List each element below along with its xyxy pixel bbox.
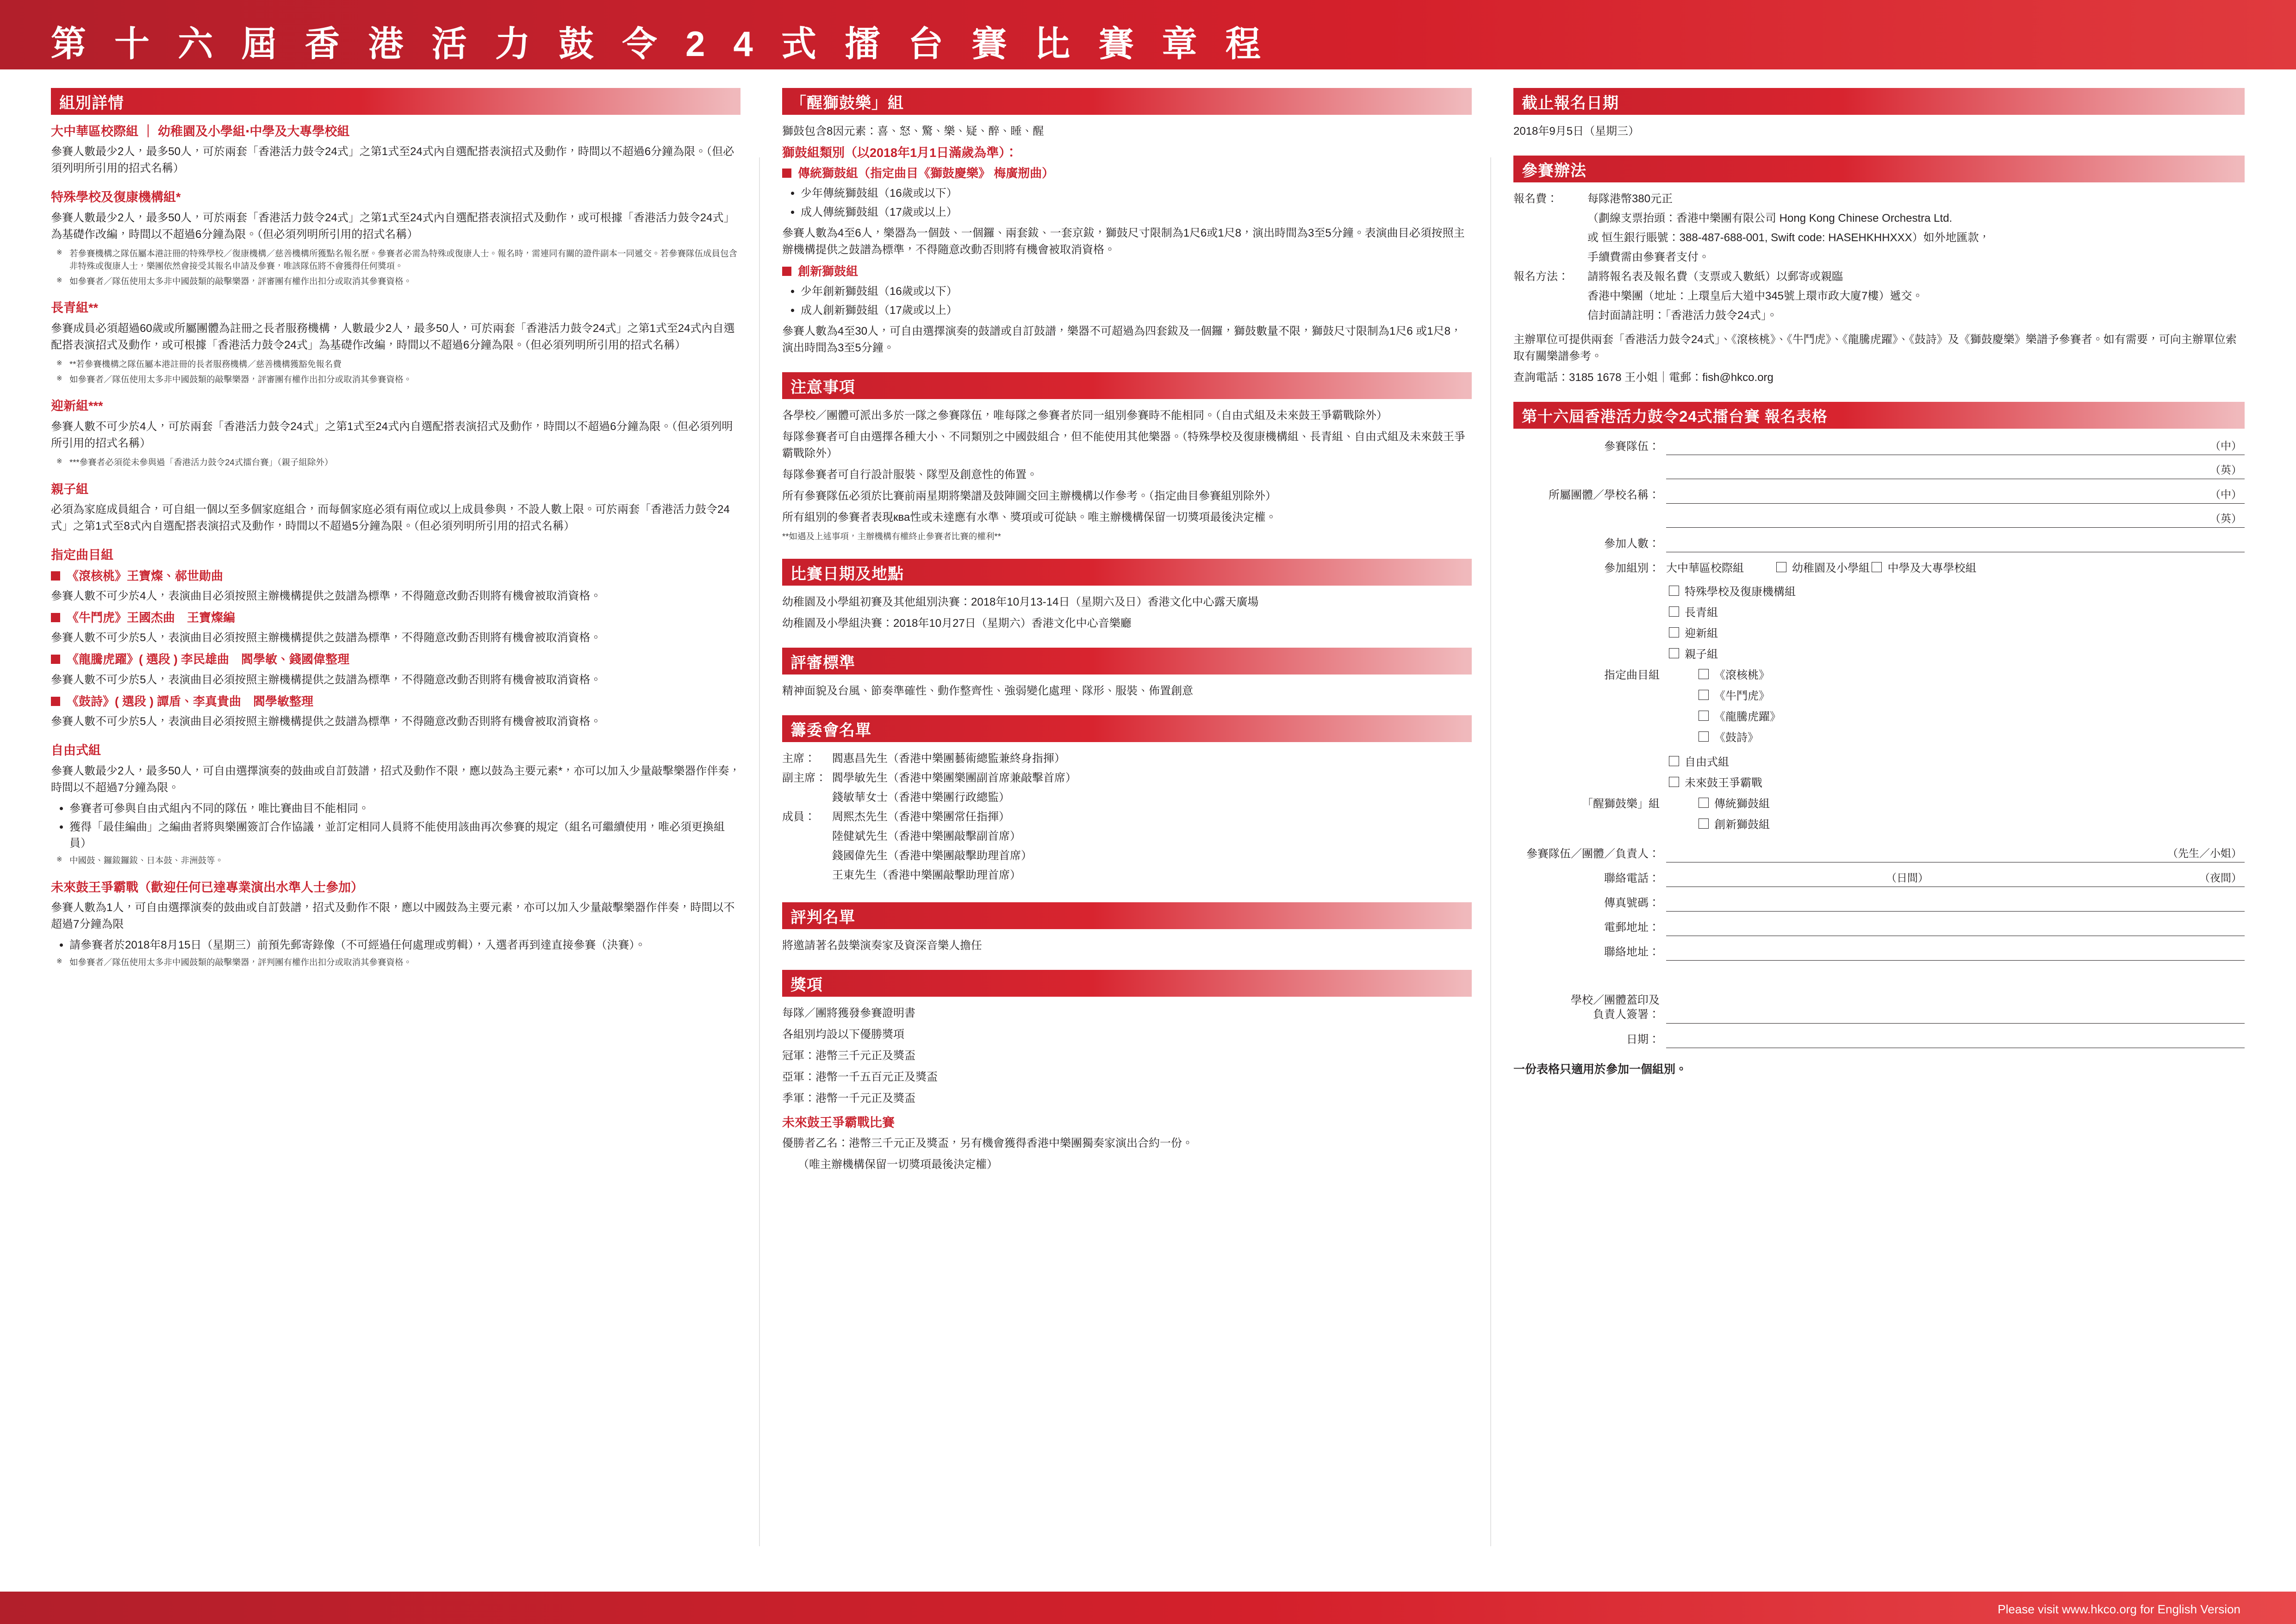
checkbox-box-icon: [1776, 562, 1786, 572]
category-checkbox-list: [1669, 582, 2245, 666]
group-block: [51, 300, 740, 386]
designated-pieces-block: [51, 547, 740, 730]
column-group-details: [51, 88, 740, 981]
form-row-signature: [1513, 993, 2245, 1024]
fee-row: [1513, 307, 1997, 327]
section-heading-howto: [1513, 156, 2245, 182]
group-block: [51, 123, 740, 177]
participant-count-input[interactable]: [1666, 535, 2245, 552]
checkbox-piece-longtenghuyue[interactable]: [1699, 707, 1781, 724]
designated-item-title: 《滾核桃》王寶燦、郝世勛曲: [51, 568, 740, 584]
section-heading-registration-form: [1513, 402, 2245, 429]
registration-form: [1513, 437, 2245, 1077]
section-heading-label: 獎項: [790, 976, 823, 994]
section-heading-label: 注意事項: [790, 378, 855, 396]
fee-label: [1513, 288, 1587, 307]
form-row-fax: [1513, 893, 2245, 912]
checkbox-secondary-tertiary[interactable]: [1872, 559, 1976, 575]
drum-king-bullets: [51, 937, 740, 969]
form-suffix-day: （日間）: [1886, 872, 1929, 884]
form-label: 參加人數：: [1604, 537, 1660, 550]
group-notes: [51, 248, 740, 287]
form-suffix: （英）: [2210, 464, 2242, 476]
form-label: 所屬團體／學校名稱：: [1549, 489, 1660, 501]
committee-row: [782, 809, 1082, 828]
lion-drum-category-body: 參賽人數為4至30人，可自由選擇演奏的鼓譜或自訂鼓譜，樂器不可超過為四套鈸及一個鑼，獅鼓數量不限，獅鼓尺寸限制為1尺6 或1尺8，演出時間為3至5分鐘。: [782, 325, 1462, 355]
notice-footnote: **如遇及上述事項，主辦機構有權終止參賽者比賽的權利**: [782, 531, 1001, 542]
freestyle-body: 參賽人數最少2人，最多50人，可自由選擇演奏的鼓曲或自訂鼓譜，招式及動作不限，應以鼓為主要元素*，亦可以加入少量敲擊樂器作伴奏，時間以不超過7分鐘為限。: [51, 764, 740, 794]
fee-value: 香港中樂團（地址：上環皇后大道中345號上環市政大廈7樓）遞交。: [1587, 290, 1923, 302]
drum-king-block: [51, 879, 740, 969]
other-category-checkbox-list: [1669, 753, 2245, 794]
drum-king-body: 參賽人數為1人，可自由選擇演奏的鼓曲或自訂鼓譜，招式及動作不限，應以中國鼓為主要元素，亦可以加入少量敲擊樂器作伴奏，時間以不超過7分鐘為限: [51, 901, 735, 931]
designated-item-body: 參賽人數不可少於4人，表演曲目必須按照主辦機構提供之鼓譜為標準，不得隨意改動否則將有機會被取消資格。: [51, 589, 602, 602]
committee-row: [782, 789, 1082, 809]
date-venue-line: 幼稚園及小學組初賽及其他組別決賽：2018年10月13-14日（星期六及日）香港文化中心露天廣場: [782, 596, 1259, 609]
document-body: [0, 69, 2296, 1592]
signature-label-line2: 負責人簽署：: [1593, 1008, 1660, 1021]
committee-role: 副主席：: [782, 772, 827, 785]
committee-list: [782, 750, 1082, 887]
designated-item-body: 參賽人數不可少於5人，表演曲目必須按照主辦機構提供之鼓譜為標準，不得隨意改動否則將有機會被取消資格。: [51, 715, 602, 728]
checkbox-traditional-lion-drum[interactable]: [1699, 794, 1770, 811]
checkbox-box-icon: [1699, 731, 1709, 742]
lion-drum-category-items: [782, 186, 1472, 221]
fee-row: [1513, 210, 1997, 230]
checkbox-family[interactable]: [1669, 645, 1718, 661]
form-label-designated: 指定曲目組: [1604, 669, 1660, 681]
committee-row: [782, 828, 1082, 848]
award-line: 亞軍：港幣一千五百元正及獎盃: [782, 1071, 938, 1084]
notice-paragraph: 所有組別的參賽者表現ква性或未達應有水準、獎項或可從缺。唯主辦機構保留一切獎項最後決定權。: [782, 511, 1277, 524]
committee-name: 陸健斌先生（香港中樂團敲擊副首席）: [832, 830, 1021, 843]
page-footer: [0, 1592, 2296, 1624]
form-label-category: 參加組別：: [1604, 562, 1660, 575]
note-item: ※ 如參賽者／隊伍使用太多非中國鼓類的敲擊樂器，評審團有權作出扣分或取消其參賽資格。: [69, 374, 740, 386]
column-divider-2: [1490, 157, 1491, 1546]
committee-role: [782, 848, 832, 867]
signature-input[interactable]: [1666, 1006, 2245, 1024]
section-heading-date-venue: [782, 559, 1472, 586]
checkbox-freestyle[interactable]: [1669, 753, 1729, 769]
award-line: 季軍：港幣一千元正及獎盃: [782, 1092, 915, 1105]
committee-name: 錢敏華女士（香港中樂團行政總監）: [832, 791, 1010, 804]
form-row-org-name-en: [1513, 510, 2245, 528]
note-item: ※ 如參賽者／隊伍使用太多非中國鼓類的敲擊樂器，評審團有權作出扣分或取消其參賽資格。: [69, 275, 740, 288]
group-title: 迎新組***: [51, 399, 103, 413]
fax-input[interactable]: [1666, 894, 2245, 912]
checkbox-newcomer[interactable]: [1669, 624, 1718, 640]
fee-value: 手續費需由參賽者支付。: [1587, 251, 1710, 263]
team-name-en-input[interactable]: [1666, 462, 2245, 479]
howto-paragraph: 主辦單位可提供兩套「香港活力鼓令24式」、《滾核桃》、《牛鬥虎》、《龍騰虎躍》、《鼓詩》及《獅鼓慶樂》樂譜予參賽者。如有需要，可向主辦單位索取有關樂譜參考。: [1513, 333, 2237, 362]
form-row-participant-count: [1513, 534, 2245, 552]
section-heading-judges: [782, 902, 1472, 929]
form-label: 傳真號碼：: [1604, 897, 1660, 909]
checkbox-label: 親子組: [1685, 648, 1718, 661]
form-label: 日期：: [1626, 1033, 1660, 1046]
fee-table: [1513, 191, 1997, 327]
form-label: 聯絡地址：: [1604, 946, 1660, 958]
fee-label: [1513, 230, 1587, 249]
lion-drum-category-title: 傳統獅鼓組（指定曲目《獅鼓慶樂》 梅廣剏曲）: [782, 165, 1472, 181]
group-body: 參賽人數不可少於4人，可於兩套「香港活力鼓令24式」之第1式至24式內自選配搭表演招式及動作，時間以不超過6分鐘為限。（但必須列明所引用的招式名稱）: [51, 420, 733, 450]
group-body: 參賽成員必須超過60歲或所屬團體為註冊之長者服務機構，人數最少2人，最多50人，可於兩套「香港活力鼓令24式」之第1式至24式內自選配搭表演招式及動作，或可根據「香港活力鼓令24式」為基礎作改編，時間以不超過6分鐘為限。（但必須列明所引用的招式名稱）: [51, 322, 735, 351]
fee-value: 請將報名表及報名費（支票或入數紙）以郵寄或親臨: [1587, 270, 1843, 283]
committee-name: 王東先生（香港中樂團敲擊助理首席）: [832, 869, 1021, 882]
fee-row: [1513, 288, 1997, 307]
criteria-body: 精神面貌及台風、節奏準確性、動作整齊性、強弱變化處理、隊形、服裝、佈置創意: [782, 685, 1193, 698]
bullet-item: • 參賽者可參與自由式組內不同的隊伍，唯比賽曲目不能相同。: [69, 801, 740, 817]
form-row-contact-person: [1513, 844, 2245, 862]
committee-name: 閻學敏先生（香港中樂團樂團副首席兼敲擊首席）: [832, 772, 1076, 785]
group-block: [51, 189, 740, 287]
fee-label: 報名費：: [1513, 193, 1558, 205]
committee-row: [782, 750, 1082, 770]
group-title: 親子組: [51, 482, 88, 496]
group-block: [51, 481, 740, 535]
fee-value: 信封面請註明：「香港活力鼓令24式」。: [1587, 309, 1778, 322]
form-row-team-name-cn: [1513, 437, 2245, 455]
howto-contact: 查詢電話：3185 1678 王小姐｜電郵：fish@hkco.org: [1513, 371, 1773, 384]
team-name-cn-input[interactable]: [1666, 437, 2245, 455]
freestyle-heading: 自由式組: [51, 743, 101, 758]
checkbox-label: 傳統獅鼓組: [1714, 798, 1770, 810]
checkbox-kindergarten-primary[interactable]: [1776, 559, 1870, 575]
lion-drum-category-body: 參賽人數為4至6人，樂器為一個鼓、一個鑼、兩套鈸、一套京鈸，獅鼓尺寸限制為1尺6或1尺8，演出時間為3至5分鐘。表演曲目必須按照主辦機構提供之鼓譜為標準，不得隨意改動否則將有機會被取消資格。: [782, 227, 1465, 256]
org-name-cn-input[interactable]: [1666, 486, 2245, 504]
designated-heading: 指定曲目組: [51, 548, 113, 562]
section-heading-label: 參賽辦法: [1522, 162, 1587, 180]
section-heading-group-details: [51, 88, 740, 115]
bullet-item: • 獲得「最佳編曲」之編曲者將與樂團簽訂合作協議，並訂定相同人員將不能使用該曲再次參賽的規定（組名可繼續使用，唯必須更換組員）: [69, 819, 740, 852]
designated-item-body: 參賽人數不可少於5人，表演曲目必須按照主辦機構提供之鼓譜為標準，不得隨意改動否則將有機會被取消資格。: [51, 673, 602, 686]
notice-paragraph: 各學校／團體可派出多於一隊之參賽隊伍，唯每隊之參賽者於同一組別參賽時不能相同。（自由式組及未來鼓王爭霸戰除外）: [782, 409, 1388, 422]
checkbox-label: 迎新組: [1685, 627, 1718, 640]
fee-label: 報名方法：: [1513, 270, 1569, 283]
fee-value: 每隊港幣380元正: [1587, 193, 1673, 205]
checkbox-box-icon: [1699, 798, 1709, 808]
section-heading-committee: [782, 715, 1472, 742]
designated-item-title: 《龍騰虎躍》( 選段 ) 李民雄曲 閻學敏、錢國偉整理: [51, 651, 740, 668]
section-heading-label: 比賽日期及地點: [790, 565, 904, 583]
committee-name: 錢國偉先生（香港中樂團敲擊助理首席）: [832, 849, 1032, 862]
fee-row: [1513, 230, 1997, 249]
form-row-designated: [1513, 666, 2245, 749]
phone-input[interactable]: [1666, 869, 2245, 887]
notice-paragraph: 每隊參賽者可自由選擇各種大小、不同類別之中國鼓組合，但不能使用其他樂器。（特殊學校及復康機構組、長青組、自由式組及未來鼓王爭霸戰除外）: [782, 431, 1465, 460]
committee-name: 周熙杰先生（香港中樂團常任指揮）: [832, 811, 1010, 824]
checkbox-box-icon: [1669, 777, 1679, 787]
checkbox-special-school[interactable]: [1669, 582, 1796, 599]
award-king-line: 優勝者乙名：港幣三千元正及獎盃，另有機會獲得香港中樂團獨奏家演出合約一份。: [782, 1137, 1193, 1149]
form-row-email: [1513, 918, 2245, 936]
checkbox-label: 《鼓詩》: [1714, 731, 1759, 744]
contact-person-input[interactable]: [1666, 845, 2245, 862]
checkbox-piece-gushi[interactable]: [1699, 728, 1759, 744]
fee-row: [1513, 269, 1997, 288]
group-title: 大中華區校際組 ｜ 幼稚園及小學組‧中學及大專學校組: [51, 125, 350, 138]
designated-item-title: 《牛鬥虎》王國杰曲 王寶燦編: [51, 609, 740, 626]
section-heading-lion-drum: [782, 88, 1472, 115]
fee-row: [1513, 249, 1997, 269]
checkbox-box-icon: [1669, 648, 1679, 658]
checkbox-label: 《滾核桃》: [1714, 669, 1770, 681]
date-venue-line: 幼稚園及小學組決賽：2018年10月27日（星期六）香港文化中心音樂廳: [782, 617, 1132, 630]
committee-role: [782, 789, 832, 809]
award-king-title: 未來鼓王爭霸戰比賽: [782, 1116, 895, 1130]
checkbox-piece-gunhetao[interactable]: [1699, 666, 1770, 682]
form-suffix: （先生／小姐）: [2167, 847, 2242, 859]
checkbox-box-icon: [1669, 606, 1679, 617]
committee-name: 閻惠昌先生（香港中樂團藝術總監兼終身指揮）: [832, 752, 1065, 765]
award-line: 每隊／團將獲發參賽證明書: [782, 1007, 915, 1020]
fee-label: [1513, 249, 1587, 269]
page-title: 第 十 六 屆 香 港 活 力 鼓 令 2 4 式 擂 台 賽 比 賽 章 程: [51, 25, 1270, 64]
group-body: 必須為家庭成員組合，可自組一個以至多個家庭組合，而每個家庭必須有兩位或以上成員參與，不設人數上限。可於兩套「香港活力鼓令24式」之第1式至8式內自選配搭表演招式及動作，時間以不超過5分鐘為限。（但必須列明所引用的招式名稱）: [51, 503, 730, 533]
checkbox-box-icon: [1699, 711, 1709, 721]
fee-row: [1513, 191, 1997, 210]
notice-paragraph: 所有參賽隊伍必須於比賽前兩星期將樂譜及鼓陣圖交回主辦機構以作參考。（指定曲目參賽組別除外）: [782, 490, 1276, 503]
note-item: ※ **若參賽機構之隊伍屬本港註冊的長者服務機構／慈善機構獲豁免報名費: [69, 358, 740, 371]
checkbox-box-icon: [1699, 690, 1709, 700]
fee-value: （劃線支票抬頭：香港中樂團有限公司 Hong Kong Chinese Orchestra Ltd.: [1587, 212, 1953, 225]
column-registration: [1513, 88, 2245, 1077]
section-heading-label: 截止報名日期: [1522, 94, 1619, 112]
form-row-team-name-en: [1513, 462, 2245, 479]
form-label: 參賽隊伍：: [1604, 440, 1660, 453]
committee-role: 主席：: [782, 752, 815, 765]
bullet-item: • 成人創新獅鼓組（17歲或以上）: [801, 303, 1472, 319]
section-heading-deadline: [1513, 88, 2245, 115]
checkbox-label: 特殊學校及復康機構組: [1685, 586, 1796, 598]
committee-role: 成員：: [782, 811, 815, 824]
category-first-label: 大中華區校際組: [1666, 562, 1744, 575]
notice-paragraph: 每隊參賽者可自行設計服裝、隊型及創意性的佈置。: [782, 468, 1038, 481]
lion-drum-intro: 獅鼓包含8因元素：喜、怒、驚、樂、疑、醉、睡、醒: [782, 125, 1044, 137]
lion-drum-type-heading: 獅鼓組類別（以2018年1月1日滿歲為準）：: [782, 146, 1018, 160]
form-label: 電郵地址：: [1604, 921, 1660, 934]
section-heading-label: 「醒獅鼓樂」組: [790, 94, 904, 112]
checkbox-box-icon: [1872, 562, 1882, 572]
org-name-en-input[interactable]: [1666, 510, 2245, 528]
lion-drum-category-items: [782, 284, 1472, 319]
section-heading-label: 籌委會名單: [790, 721, 871, 739]
section-heading-criteria: [782, 648, 1472, 675]
section-heading-label: 組別詳情: [59, 94, 124, 112]
group-body: 參賽人數最少2人，最多50人，可於兩套「香港活力鼓令24式」之第1式至24式內自選配搭表演招式及動作，時間以不超過6分鐘為限。（但必須列明所引用的招式名稱）: [51, 145, 734, 175]
form-suffix: （中）: [2210, 440, 2242, 452]
note-item: ※ 若參賽機構之隊伍屬本港註冊的特殊學校／復康機構／慈善機構所獲點名報名歷。參賽者必需為特殊或復康人士。報名時，需連同有關的證件副本一同遞交。若參賽隊伍成員包含非特殊或復康人士，樂團依然會接受其報名申請及參賽，唯該隊伍將不會獲得任何獎項。: [69, 248, 740, 273]
checkbox-label: 《龍騰虎躍》: [1714, 711, 1781, 723]
note-item: ※ ***參賽者必須從未參與過「香港活力鼓令24式擂台賽」（親子組除外）: [69, 456, 740, 469]
date-input[interactable]: [1666, 1031, 2245, 1048]
bullet-item: • 成人傳統獅鼓組（17歲或以上）: [801, 205, 1472, 221]
group-notes: [51, 456, 740, 469]
form-label: 參賽隊伍／團體／負責人：: [1526, 848, 1660, 860]
form-row-address: [1513, 943, 2245, 961]
email-input[interactable]: [1666, 918, 2245, 936]
column-lion-drum-and-rules: [782, 88, 1472, 1178]
form-row-category: [1513, 559, 2245, 580]
section-heading-label: 評判名單: [790, 908, 855, 926]
bullet-item: • 請參賽者於2018年8月15日（星期三）前預先郵寄錄像（不可經過任何處理或剪輯），入選者再到達直接參賽（決賽）。: [69, 937, 740, 954]
committee-row: [782, 867, 1082, 887]
signature-label-line1: 學校／團體蓋印及: [1571, 994, 1660, 1006]
checkbox-drum-king[interactable]: [1669, 774, 1762, 790]
freestyle-block: [51, 742, 740, 867]
checkbox-piece-niudouhu[interactable]: [1699, 687, 1770, 703]
checkbox-label: 創新獅鼓組: [1714, 818, 1770, 831]
group-title: 長青組**: [51, 301, 99, 315]
group-block: [51, 398, 740, 468]
committee-role: [782, 867, 832, 887]
group-title: 特殊學校及復康機構組*: [51, 190, 181, 205]
bullet-item: • 少年傳統獅鼓組（16歲或以下）: [801, 186, 1472, 202]
form-suffix-night: （夜間）: [2199, 872, 2242, 884]
drum-king-heading: 未來鼓王爭霸戰（歡迎任何已達專業演出水準人士參加）: [51, 880, 363, 894]
checkbox-label: 《牛鬥虎》: [1714, 690, 1770, 702]
checkbox-senior[interactable]: [1669, 603, 1718, 619]
checkbox-box-icon: [1669, 586, 1679, 596]
form-suffix: （英）: [2210, 512, 2242, 525]
section-heading-label: 評審標準: [790, 654, 855, 672]
lion-drum-category-title: 創新獅鼓組: [782, 263, 1472, 280]
form-footnote: 一份表格只適用於參加一個組別。: [1513, 1063, 1687, 1076]
form-suffix: （中）: [2210, 488, 2242, 500]
section-heading-notice: [782, 372, 1472, 399]
award-line: 冠軍：港幣三千元正及獎盃: [782, 1049, 915, 1062]
form-row-date: [1513, 1030, 2245, 1048]
section-heading-label: 第十六屆香港活力鼓令24式擂台賽 報名表格: [1522, 407, 1828, 425]
fee-label: [1513, 210, 1587, 230]
committee-role: [782, 828, 832, 848]
fee-label: [1513, 307, 1587, 327]
checkbox-box-icon: [1669, 627, 1679, 637]
award-line: 各組別均設以下優勝獎項: [782, 1028, 904, 1041]
checkbox-box-icon: [1699, 669, 1709, 679]
checkbox-innovative-lion-drum[interactable]: [1699, 815, 1770, 831]
checkbox-label: 中學及大專學校組: [1887, 562, 1977, 575]
designated-item-body: 參賽人數不可少於5人，表演曲目必須按照主辦機構提供之鼓譜為標準，不得隨意改動否則將有機會被取消資格。: [51, 631, 602, 644]
committee-row: [782, 770, 1082, 789]
form-label: 聯絡電話：: [1604, 872, 1660, 885]
form-label-lion-drum: 「醒獅鼓樂」組: [1582, 798, 1660, 810]
note-item: ※ 中國鼓、鑼鈸鑼鈸、日本鼓、非洲鼓等。: [69, 855, 740, 867]
form-label: [1513, 477, 1666, 479]
column-divider-1: [759, 157, 760, 1546]
form-row-lion-drum: [1513, 794, 2245, 836]
deadline-value: 2018年9月5日（星期三）: [1513, 125, 1640, 137]
judges-body: 將邀請著名鼓樂演奏家及資深音樂人擔任: [782, 939, 982, 952]
checkbox-label: 未來鼓王爭霸戰: [1685, 777, 1762, 789]
section-heading-awards: [782, 970, 1472, 997]
checkbox-label: 幼稚園及小學組: [1792, 562, 1870, 575]
award-king-line: （唯主辦機構保留一切獎項最後決定權）: [798, 1158, 998, 1171]
bullet-item: • 少年創新獅鼓組（16歲或以下）: [801, 284, 1472, 300]
checkbox-box-icon: [1669, 756, 1679, 766]
designated-item-title: 《鼓詩》( 選段 ) 譚盾、李真貴曲 閻學敏整理: [51, 693, 740, 710]
footer-text: Please visit www.hkco.org for English Version: [1997, 1602, 2240, 1616]
form-label-signature: [1513, 993, 1666, 1024]
checkbox-label: 自由式組: [1685, 756, 1729, 768]
form-row-phone: [1513, 869, 2245, 887]
committee-row: [782, 848, 1082, 867]
form-label: [1513, 526, 1666, 528]
checkbox-label: 長青組: [1685, 606, 1718, 619]
address-input[interactable]: [1666, 943, 2245, 961]
form-row-org-name-cn: [1513, 486, 2245, 504]
group-notes: [51, 358, 740, 386]
checkbox-box-icon: [1699, 818, 1709, 829]
page-header: [0, 0, 2296, 69]
freestyle-bullets: [51, 801, 740, 867]
note-item: ※ 如參賽者／隊伍使用太多非中國鼓類的敲擊樂器，評判團有權作出扣分或取消其參賽資格。: [69, 956, 740, 969]
group-body: 參賽人數最少2人，最多50人，可於兩套「香港活力鼓令24式」之第1式至24式內自選配搭表演招式及動作，或可根據「香港活力鼓令24式」為基礎作改編，時間以不超過6分鐘為限。（但必須列明所引用的招式名稱）: [51, 211, 735, 241]
fee-value: 或 恒生銀行賬號：388-487-688-001, Swift code: HASEHKHHXXX）如外地匯款，: [1587, 231, 1990, 244]
